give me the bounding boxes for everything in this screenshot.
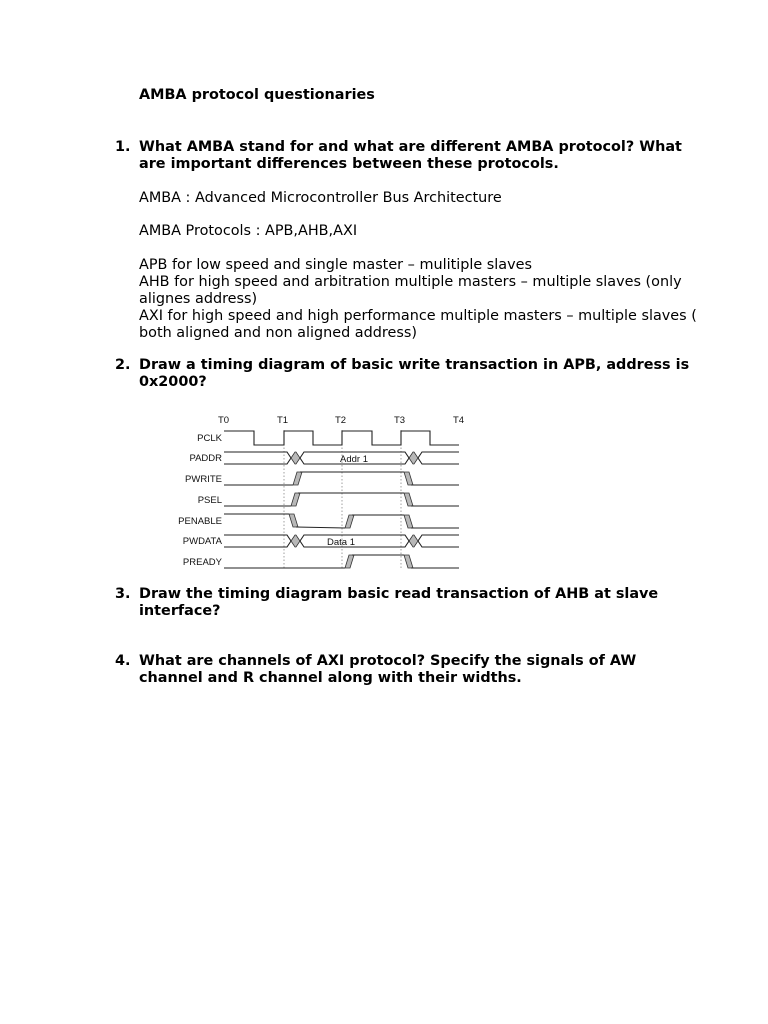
question-number: 4. <box>115 653 131 669</box>
answer-amba-protocols: AMBA Protocols : APB,AHB,AXI <box>139 223 358 239</box>
pwrite-waveform <box>224 472 459 485</box>
signal-label-pclk: PCLK <box>197 433 222 444</box>
signal-label-psel: PSEL <box>197 495 222 506</box>
pwdata-value-label: Data 1 <box>327 537 355 548</box>
signal-label-pwrite: PWRITE <box>185 474 222 485</box>
answer-ahb: AHB for high speed and arbitration multiple masters – multiple slaves (only alignes address) <box>139 274 682 307</box>
pready-waveform <box>224 555 459 568</box>
answer-axi: AXI for high speed and high performance multiple masters – multiple slaves ( both aligned and non aligned address) <box>139 308 697 341</box>
paddr-waveform <box>224 452 459 465</box>
signal-label-penable: PENABLE <box>178 516 222 527</box>
pwdata-waveform <box>224 535 459 548</box>
question-4 <box>115 653 695 687</box>
signal-label-pwdata: PWDATA <box>182 536 222 547</box>
pclk-waveform <box>224 431 459 445</box>
signal-label-pready: PREADY <box>182 557 222 568</box>
clock-label-t3: T3 <box>394 415 406 426</box>
question-text: What AMBA stand for and what are different AMBA protocol? What are important differences between these protocols. <box>139 139 682 172</box>
penable-waveform <box>224 514 459 528</box>
clock-label-t1: T1 <box>277 415 289 426</box>
question-2 <box>115 357 695 391</box>
signal-label-paddr: PADDR <box>189 453 222 464</box>
question-number: 2. <box>115 357 131 373</box>
question-text: Draw a timing diagram of basic write transaction in APB, address is 0x2000? <box>139 357 690 390</box>
document-title: AMBA protocol questionaries <box>139 87 375 103</box>
clock-label-t2: T2 <box>335 415 347 426</box>
psel-waveform <box>224 493 459 506</box>
question-1 <box>115 139 695 173</box>
answer-apb: APB for low speed and single master – mulitiple slaves <box>139 257 532 273</box>
paddr-value-label: Addr 1 <box>340 454 368 465</box>
question-text: What are channels of AXI protocol? Specify the signals of AW channel and R channel along with their widths. <box>139 653 637 686</box>
clock-label-t4: T4 <box>453 415 465 426</box>
question-number: 3. <box>115 586 131 602</box>
answer-amba-full-form: AMBA : Advanced Microcontroller Bus Architecture <box>139 190 502 206</box>
question-number: 1. <box>115 139 131 155</box>
clock-label-t0: T0 <box>218 415 230 426</box>
question-3 <box>115 586 695 620</box>
question-text: Draw the timing diagram basic read transaction of AHB at slave interface? <box>139 586 659 619</box>
apb-write-timing-diagram <box>168 408 468 576</box>
